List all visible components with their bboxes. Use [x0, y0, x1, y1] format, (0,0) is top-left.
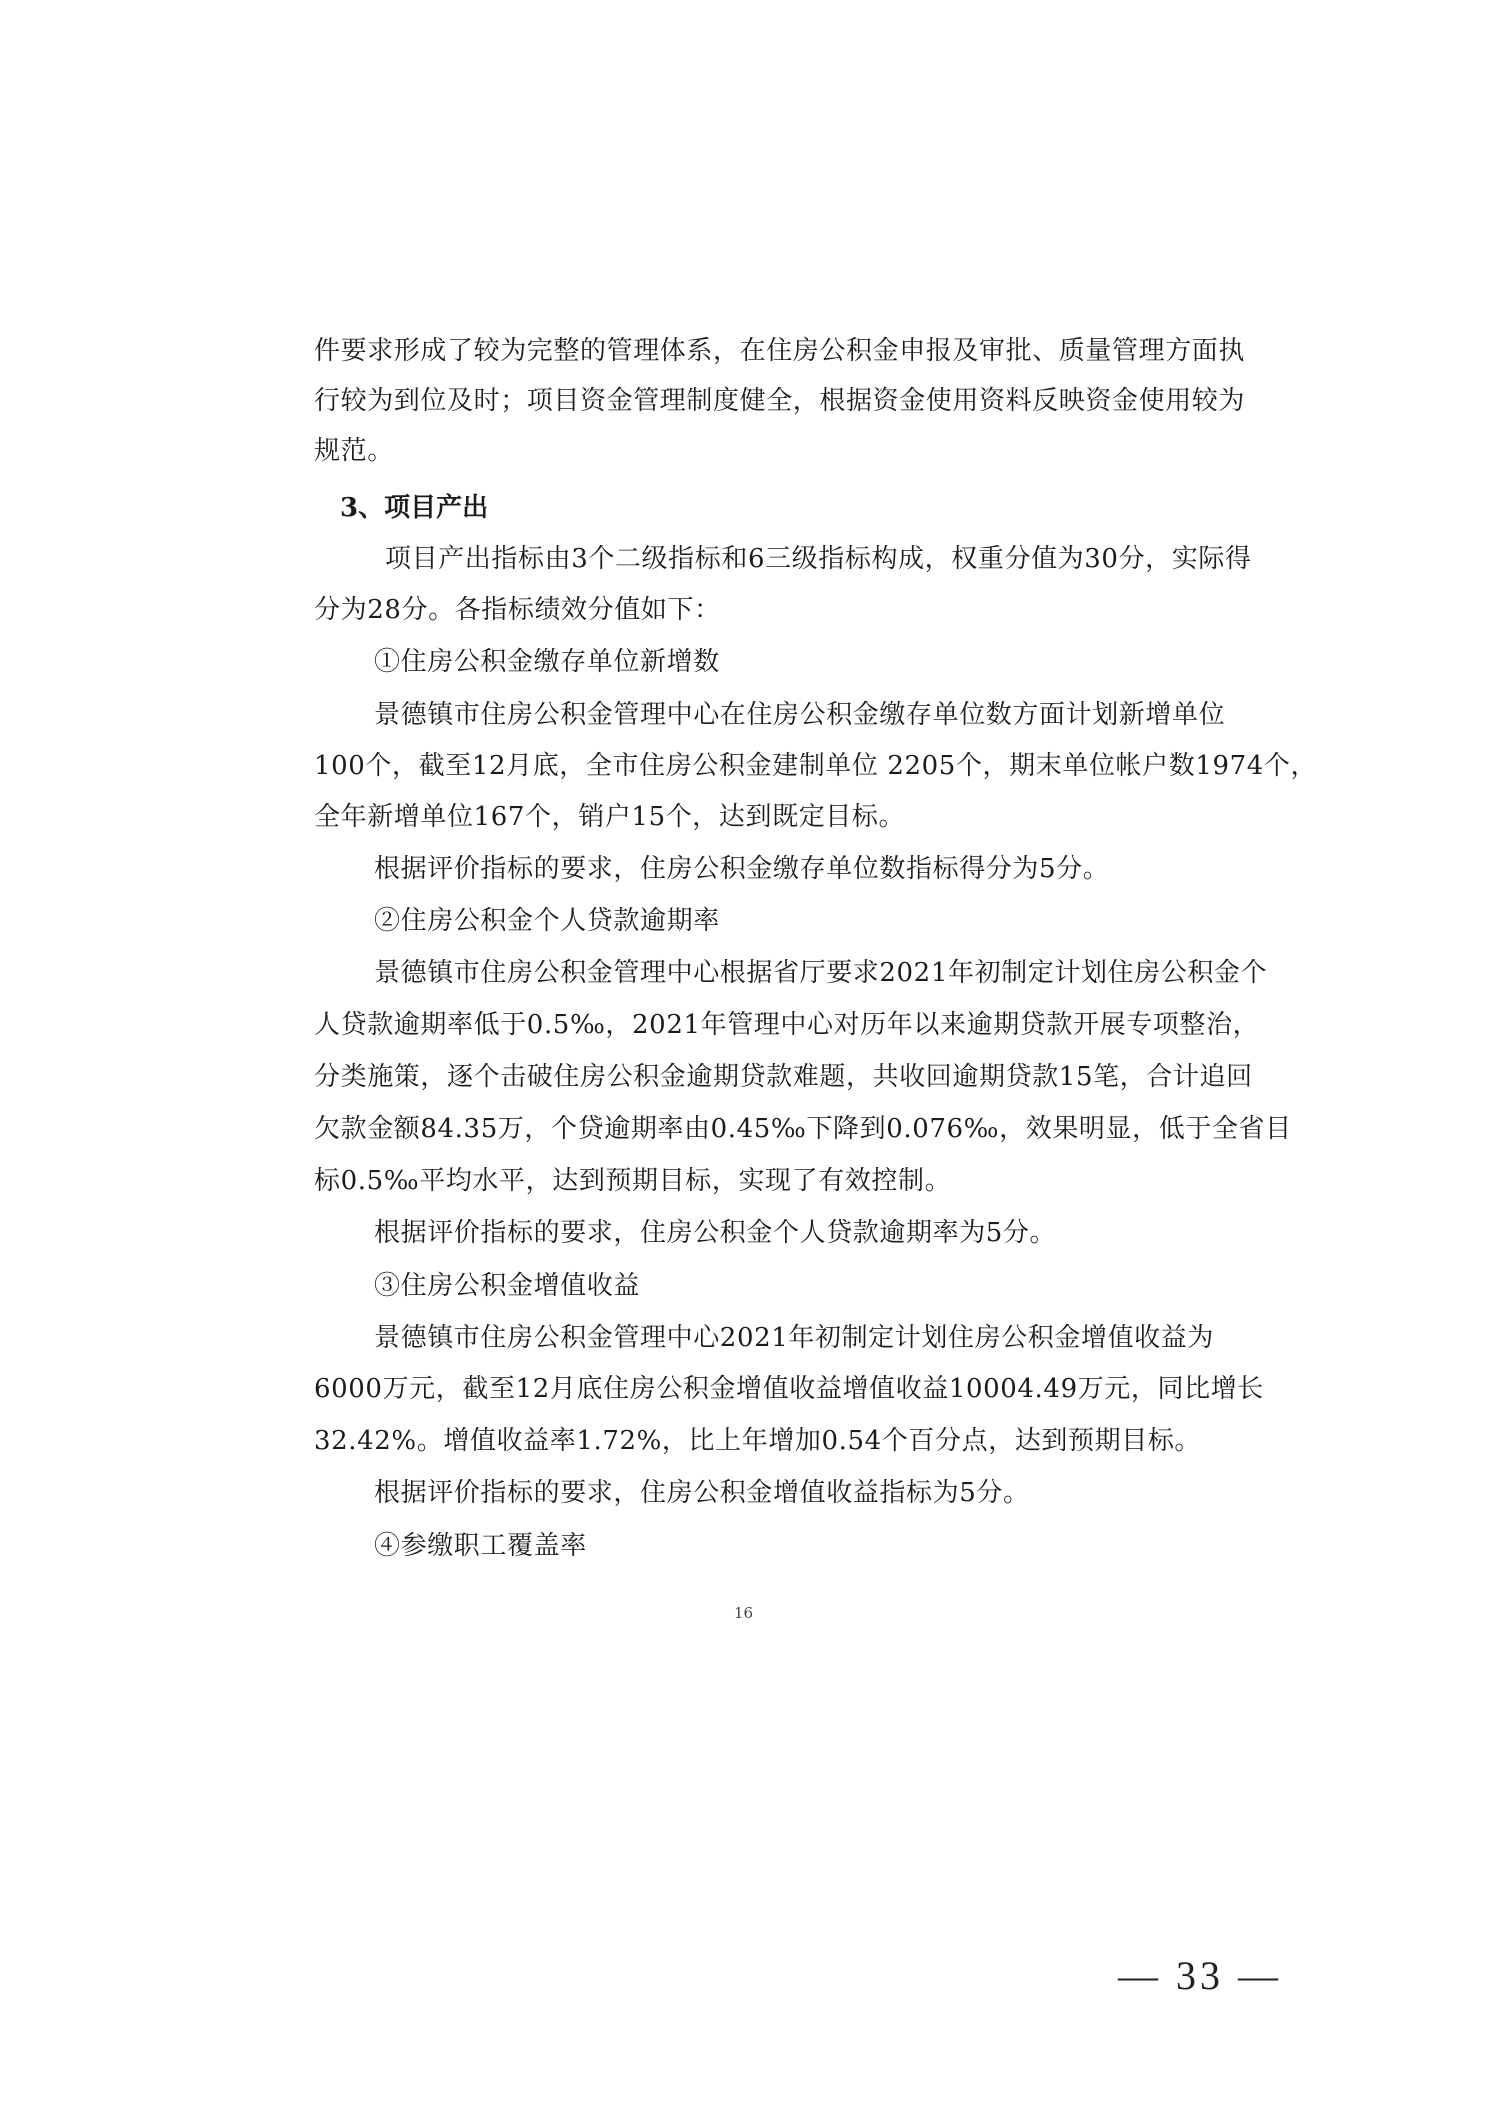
paragraph-line: 景德镇市住房公积金管理中心根据省厅要求2021年初制定计划住房公积金个 — [374, 958, 1268, 988]
paragraph-line: 全年新增单位167个，销户15个，达到既定目标。 — [314, 802, 906, 832]
paragraph-line: 欠款金额84.35万，个贷逾期率由0.45‰下降到0.076‰，效果明显，低于全省目 — [314, 1114, 1292, 1144]
item-title: ②住房公积金个人贷款逾期率 — [374, 906, 720, 936]
section-heading: 3、项目产出 — [340, 493, 489, 523]
inner-page-number: 16 — [734, 1604, 754, 1622]
score-line: 根据评价指标的要求，住房公积金增值收益指标为5分。 — [374, 1478, 1030, 1508]
paragraph-line: 景德镇市住房公积金管理中心在住房公积金缴存单位数方面计划新增单位 — [374, 700, 1226, 730]
paragraph-line: 100个，截至12月底，全市住房公积金建制单位 2205个，期末单位帐户数1974个， — [314, 751, 1318, 781]
item-title: ③住房公积金增值收益 — [374, 1271, 641, 1301]
paragraph-line: 6000万元，截至12月底住房公积金增值收益增值收益10004.49万元，同比增长 — [314, 1374, 1264, 1404]
score-line: 根据评价指标的要求，住房公积金个人贷款逾期率为5分。 — [374, 1218, 1057, 1248]
paragraph-line: 32.42%。增值收益率1.72%，比上年增加0.54个百分点，达到预期目标。 — [314, 1426, 1202, 1456]
page-number: — 33 — — [1118, 1953, 1282, 1998]
paragraph-line: 件要求形成了较为完整的管理体系，在住房公积金申报及审批、质量管理方面执 — [314, 336, 1246, 366]
paragraph-line: 项目产出指标由3个二级指标和6三级指标构成，权重分值为30分，实际得 — [385, 544, 1252, 574]
score-line: 根据评价指标的要求，住房公积金缴存单位数指标得分为5分。 — [374, 854, 1110, 884]
paragraph-line: 规范。 — [314, 436, 394, 466]
item-title: ①住房公积金缴存单位新增数 — [374, 647, 720, 677]
paragraph-line: 分为28分。各指标绩效分值如下： — [314, 595, 721, 625]
paragraph-line: 标0.5‰平均水平，达到预期目标，实现了有效控制。 — [314, 1166, 952, 1196]
item-title: ④参缴职工覆盖率 — [374, 1531, 587, 1561]
paragraph-line: 景德镇市住房公积金管理中心2021年初制定计划住房公积金增值收益为 — [374, 1323, 1214, 1353]
paragraph-line: 人贷款逾期率低于0.5‰，2021年管理中心对历年以来逾期贷款开展专项整治， — [314, 1010, 1260, 1040]
paragraph-line: 分类施策，逐个击破住房公积金逾期贷款难题，共收回逾期贷款15笔，合计追回 — [314, 1062, 1253, 1092]
paragraph-line: 行较为到位及时；项目资金管理制度健全，根据资金使用资料反映资金使用较为 — [314, 386, 1246, 416]
